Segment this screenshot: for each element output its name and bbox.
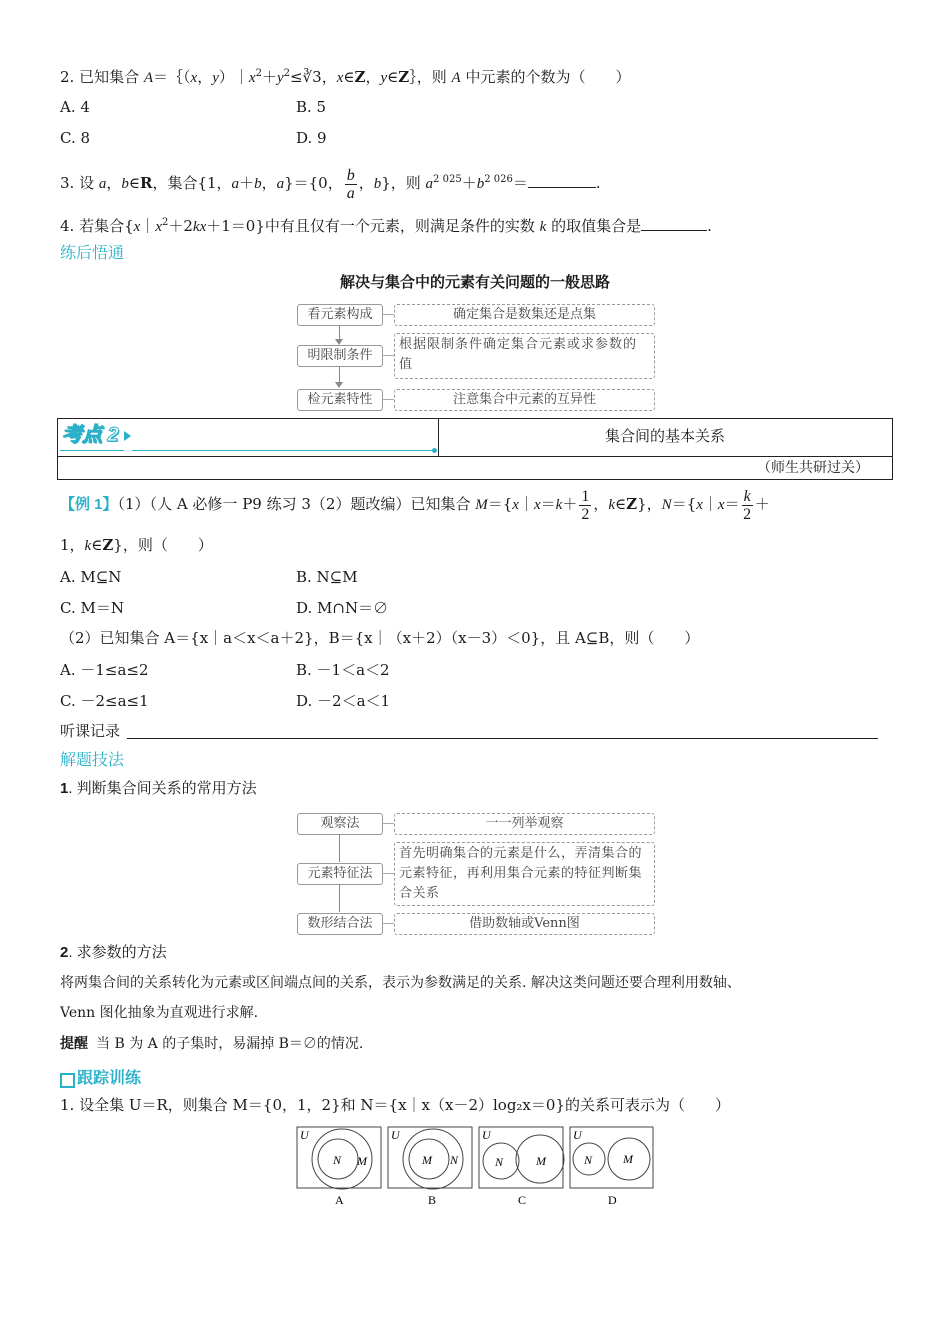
kaodian-title: 集合间的基本关系 xyxy=(604,428,725,445)
question-4 xyxy=(60,213,712,237)
q2-var-y: y xyxy=(380,70,388,86)
ex1-text: ＋ xyxy=(562,495,578,513)
ex1-option-b: B. N⊆M xyxy=(296,568,358,586)
venn-option-b[interactable] xyxy=(388,1127,472,1207)
q3-text: ， xyxy=(358,174,374,192)
q2-Z: Z xyxy=(354,68,366,86)
ex1-text: ｜ xyxy=(702,495,718,513)
ex1-var: x xyxy=(512,497,519,513)
venn-b-caption: B xyxy=(428,1193,437,1207)
ex1-part2-option-d: D. －2＜a＜1 xyxy=(296,692,391,710)
q2-text: ， xyxy=(197,68,213,86)
q3-var: b xyxy=(476,176,485,192)
venn-b-outer-label: N xyxy=(450,1153,459,1167)
q4-var: k xyxy=(192,219,200,235)
q3-var: a xyxy=(231,176,240,192)
flow2-link xyxy=(382,923,394,924)
venn-c-caption: C xyxy=(518,1193,527,1207)
ex1-Z: Z xyxy=(626,495,638,513)
method-2-text: . 求参数的方法 xyxy=(68,944,167,961)
ex1-text: ∈ xyxy=(615,495,627,513)
ex1-var: k xyxy=(555,497,563,513)
example-tag: 【例 1】 xyxy=(60,496,118,513)
q2-text: ∈ xyxy=(387,68,399,86)
ex1-frac-den: 2 xyxy=(581,505,590,523)
flow2-step-2: 元素特征法 xyxy=(297,863,383,885)
ex1-text: ＋ xyxy=(754,495,770,513)
q4-text: 的取值集合是 xyxy=(546,217,642,235)
method-2-body-2: Venn 图化抽象为直观进行求解. xyxy=(60,1005,259,1021)
venn-d-left-label: N xyxy=(584,1153,593,1167)
q3-var: a xyxy=(276,176,285,192)
q3-exp: 2 026 xyxy=(484,174,513,185)
ex1-frac-num: 1 xyxy=(581,487,590,505)
reminder-text: 当 B 为 A 的子集时，易漏掉 B＝∅的情况. xyxy=(96,1036,364,1052)
ex1-text: ＝ xyxy=(724,495,740,513)
q4-answer-blank[interactable] xyxy=(641,214,707,231)
q4-sup: 2 xyxy=(161,217,169,228)
q3-text: ， xyxy=(106,174,122,192)
flow1-step-1: 看元素构成 xyxy=(297,304,383,326)
ex1-var: x xyxy=(696,497,703,513)
ex1-text: ＝{ xyxy=(671,495,697,513)
method-header: 解题技法 xyxy=(60,752,125,769)
ex1-text: ∈ xyxy=(91,536,103,554)
q3-text: ， xyxy=(261,174,277,192)
flow2-desc-2: 首先明确集合的元素是什么，弄清集合的元素特征，再利用集合元素的特征判断集合关系 xyxy=(394,842,655,906)
q2-text: ＋ xyxy=(261,68,277,86)
notes-line[interactable] xyxy=(127,738,878,739)
flow2-step-3: 数形结合法 xyxy=(297,913,383,935)
q3-fraction xyxy=(345,167,357,202)
q3-text: ，集合{1， xyxy=(152,174,232,192)
ex1-fraction-1 xyxy=(579,488,591,523)
q3-var: a xyxy=(425,176,434,192)
ex1-var: x xyxy=(533,497,541,513)
ex1-text: （1）（人 A 必修一 P9 练习 3（2）题改编）已知集合 xyxy=(117,495,476,513)
flow2-step-1: 观察法 xyxy=(297,813,383,835)
q3-text: ＋ xyxy=(239,174,255,192)
flow1-link xyxy=(382,399,394,400)
ex1-text: ｜ xyxy=(518,495,534,513)
q3-var: b xyxy=(121,176,129,192)
ex1-part2-option-b: B. －1＜a＜2 xyxy=(296,661,390,679)
ex1-text: ＝{ xyxy=(487,495,513,513)
flow1-title: 解决与集合中的元素有关问题的一般思路 xyxy=(339,274,610,291)
q2-Z: Z xyxy=(398,68,410,86)
track-header: 跟踪训练 xyxy=(77,1070,142,1087)
example-1-line-2 xyxy=(60,535,213,556)
kaodian-note: （师生共研过关） xyxy=(757,460,869,476)
ex1-Z: Z xyxy=(102,536,114,554)
flow2-connector-1 xyxy=(339,834,340,862)
kaodian-arrow-icon xyxy=(124,431,131,441)
kaodian-dot xyxy=(432,448,437,453)
venn-c-universe xyxy=(479,1127,563,1188)
practice-header: 练后悟通 xyxy=(60,245,125,262)
q3-text: ＋ xyxy=(461,174,477,192)
venn-c-left-label: N xyxy=(495,1155,504,1169)
q4-text: . xyxy=(707,217,712,235)
q2-text: ， xyxy=(365,68,381,86)
venn-a-outer-label: M xyxy=(357,1154,367,1168)
q3-text: }，则 xyxy=(381,174,426,192)
ex1-var: k xyxy=(608,497,616,513)
ex1-option-d: D. M∩N＝∅ xyxy=(296,599,389,617)
kaodian-divider-h xyxy=(57,456,892,457)
q4-var: k xyxy=(539,219,547,235)
venn-option-a[interactable] xyxy=(297,1127,381,1207)
q2-var-x: x xyxy=(190,70,198,86)
kaodian-label: 考点 2 xyxy=(62,424,119,446)
venn-d-caption: D xyxy=(608,1193,617,1207)
q3-var: b xyxy=(373,176,382,192)
reminder xyxy=(60,1033,363,1054)
venn-d-right-label: M xyxy=(623,1152,633,1166)
ex1-var: M xyxy=(475,497,488,513)
q2-root: ∛3 xyxy=(302,68,322,86)
q2-var-A: A xyxy=(143,70,154,86)
ex1-option-c: C. M＝N xyxy=(60,599,124,617)
ex1-frac-num: k xyxy=(743,487,751,505)
q4-var: x xyxy=(199,219,207,235)
ex1-fraction-2 xyxy=(742,488,753,523)
q2-var-x: x xyxy=(248,70,256,86)
q4-text: ｜ xyxy=(140,217,156,235)
q3-text: }＝{0， xyxy=(284,174,343,192)
q3-text: 3. 设 xyxy=(60,174,99,192)
q4-text: ＋1＝0}中有且仅有一个元素，则满足条件的实数 xyxy=(206,217,540,235)
flow2-desc-3: 借助数轴或Venn图 xyxy=(394,913,655,935)
flow1-step-3: 检元素特性 xyxy=(297,389,383,411)
ex1-var: x xyxy=(717,497,725,513)
flow1-step-2: 明限制条件 xyxy=(297,345,383,367)
q2-text: ）｜ xyxy=(218,68,249,86)
venn-b-u: U xyxy=(391,1128,400,1142)
q2-var-y: y xyxy=(276,70,284,86)
q2-text: ≤ xyxy=(290,68,303,86)
flow1-desc-1: 确定集合是数集还是点集 xyxy=(394,304,655,326)
ex1-part2-option-c: C. －2≤a≤1 xyxy=(60,692,149,710)
q4-var: x xyxy=(155,219,162,235)
track-question-1: 1. 设全集 U＝R，则集合 M＝{0，1，2}和 N＝{x｜x（x－2）log₂x＝0}的关系可表示为（ ） xyxy=(60,1096,730,1114)
ex1-var: k xyxy=(84,538,92,554)
question-2 xyxy=(60,64,630,88)
q2-text: ， xyxy=(321,68,337,86)
venn-b-inner-label: M xyxy=(422,1153,432,1167)
q3-var: b xyxy=(254,176,262,192)
method-2-number: 2 xyxy=(60,944,69,961)
venn-a-inner-label: N xyxy=(333,1153,342,1167)
q3-var: a xyxy=(98,176,107,192)
venn-c-u: U xyxy=(482,1128,491,1142)
ex1-text: }， xyxy=(637,495,662,513)
q3-exp: 2 025 xyxy=(433,174,462,185)
checkbox-icon xyxy=(60,1073,75,1088)
ex1-text: ， xyxy=(593,495,609,513)
flow1-desc-2: 根据限制条件确定集合元素或求参数的值 xyxy=(394,333,655,379)
example-1-line-1 xyxy=(60,484,770,525)
q2-sup: 2 xyxy=(255,68,262,79)
method-1-text: . 判断集合间关系的常用方法 xyxy=(68,780,257,797)
q2-text: ＝｛（ xyxy=(153,68,191,86)
method-2-title xyxy=(60,943,167,963)
reminder-label: 提醒 xyxy=(60,1035,88,1051)
q3-text: . xyxy=(595,174,601,192)
venn-diagrams xyxy=(290,1122,660,1217)
q2-text: ｝，则 xyxy=(409,68,452,86)
q3-answer-blank[interactable] xyxy=(528,171,596,188)
q2-option-a: A. 4 xyxy=(60,98,90,116)
ex1-var: N xyxy=(661,497,672,513)
venn-option-c[interactable] xyxy=(479,1127,564,1207)
ex1-option-a: A. M⊆N xyxy=(60,568,122,586)
q3-frac-num: b xyxy=(346,166,355,184)
flow2-link xyxy=(382,823,394,824)
venn-option-d[interactable] xyxy=(570,1127,653,1207)
flow2-link xyxy=(382,873,394,874)
ex1-part2-option-a: A. －1≤a≤2 xyxy=(60,661,149,679)
method-1-number: 1 xyxy=(60,780,69,797)
q2-var-x: x xyxy=(336,70,344,86)
venn-a-caption: A xyxy=(335,1193,344,1207)
kaodian-underline xyxy=(132,450,436,451)
q2-sup: 2 xyxy=(283,68,291,79)
q3-R: R xyxy=(139,174,153,192)
q4-text: ＋2 xyxy=(168,217,193,235)
q2-text: 中元素的个数为（ ） xyxy=(460,68,631,86)
venn-a-u: U xyxy=(300,1128,309,1142)
kaodian-underline-short xyxy=(60,450,124,451)
q2-var-A: A xyxy=(451,70,461,86)
venn-d-universe xyxy=(570,1127,653,1188)
ex1-text: }，则（ ） xyxy=(113,536,213,554)
notes-label: 听课记录 xyxy=(60,723,121,740)
flow2-connector-2 xyxy=(339,884,340,912)
q4-text: 4. 若集合{ xyxy=(60,217,134,235)
q2-number: 2. 已知集合 xyxy=(60,68,144,86)
question-3 xyxy=(60,160,601,204)
q2-option-c: C. 8 xyxy=(60,129,91,147)
venn-c-right-label: M xyxy=(536,1154,546,1168)
flow1-arrowhead-2 xyxy=(335,382,343,388)
ex1-text: ＝ xyxy=(540,495,556,513)
q3-frac-den: a xyxy=(346,184,355,202)
q2-text: ∈ xyxy=(343,68,355,86)
q2-option-d: D. 9 xyxy=(296,129,327,147)
q4-var: x xyxy=(133,219,141,235)
flow1-link xyxy=(382,355,394,356)
venn-d-u: U xyxy=(573,1128,582,1142)
q3-text: ∈ xyxy=(128,174,140,192)
q3-text: ＝ xyxy=(512,174,528,192)
ex1-text: 1， xyxy=(60,536,85,554)
q2-option-b: B. 5 xyxy=(296,98,327,116)
example-1-part-2: （2）已知集合 A＝{x｜a＜x＜a＋2}，B＝{x｜（x＋2）（x－3）＜0}，且 A⊆B，则（ ） xyxy=(60,629,700,647)
method-2-body-1: 将两集合间的关系转化为元素或区间端点间的关系，表示为参数满足的关系. 解决这类问题还要合理利用数轴、 xyxy=(60,975,741,991)
q2-var-y: y xyxy=(212,70,219,86)
method-1-title xyxy=(60,779,257,799)
flow1-link xyxy=(382,314,394,315)
flow2-desc-1: 一一列举观察 xyxy=(394,813,655,835)
flow1-desc-3: 注意集合中元素的互异性 xyxy=(394,389,655,411)
ex1-frac-den: 2 xyxy=(743,505,752,523)
